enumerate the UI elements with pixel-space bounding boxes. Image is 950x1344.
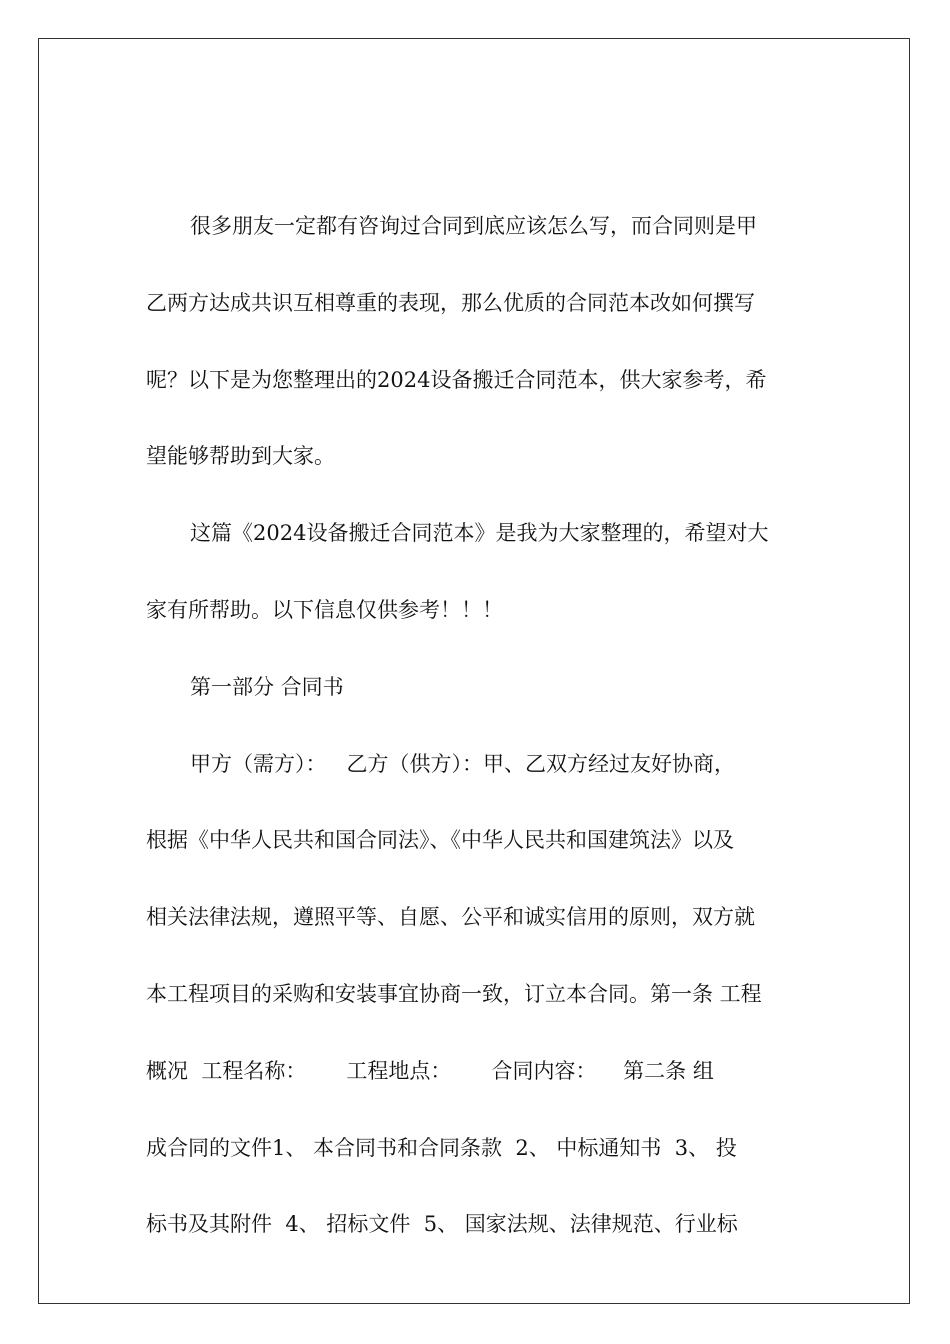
text-line-3: 呢？以下是为您整理出的2024设备搬迁合同范本，供大家参考，希 — [146, 367, 767, 392]
text-line-12: 概况 工程名称： 工程地点： 合同内容： 第二条 组 — [146, 1058, 714, 1083]
text-line-8: 甲方（需方）： 乙方（供方）：甲、乙双方经过友好协商， — [190, 751, 736, 776]
text-line-1: 很多朋友一定都有咨询过合同到底应该怎么写，而合同则是甲 — [190, 214, 757, 238]
text-line-9: 根据《中华人民共和国合同法》、《中华人民共和国建筑法》以及 — [146, 828, 734, 853]
text-line-5: 这篇《2024设备搬迁合同范本》是我为大家整理的，希望对大 — [190, 521, 769, 546]
section-heading: 第一部分 合同书 — [190, 674, 344, 699]
text-line-13: 成合同的文件1、 本合同书和合同条款 2、 中标通知书 3、 投 — [146, 1135, 737, 1160]
text-line-14: 标书及其附件 4、 招标文件 5、 国家法规、法律规范、行业标 — [146, 1212, 738, 1237]
document-body — [146, 188, 806, 1263]
text-line-2: 乙两方达成共识互相尊重的表现，那么优质的合同范本改如何撰写 — [146, 290, 755, 315]
text-line-11: 本工程项目的采购和安装事宜协商一致，订立本合同。第一条 工程 — [146, 981, 762, 1006]
text-line-6: 家有所帮助。以下信息仅供参考！！！ — [146, 597, 503, 622]
text-line-4: 望能够帮助到大家。 — [146, 444, 335, 469]
text-line-10: 相关法律法规，遵照平等、自愿、公平和诚实信用的原则，双方就 — [146, 905, 755, 930]
